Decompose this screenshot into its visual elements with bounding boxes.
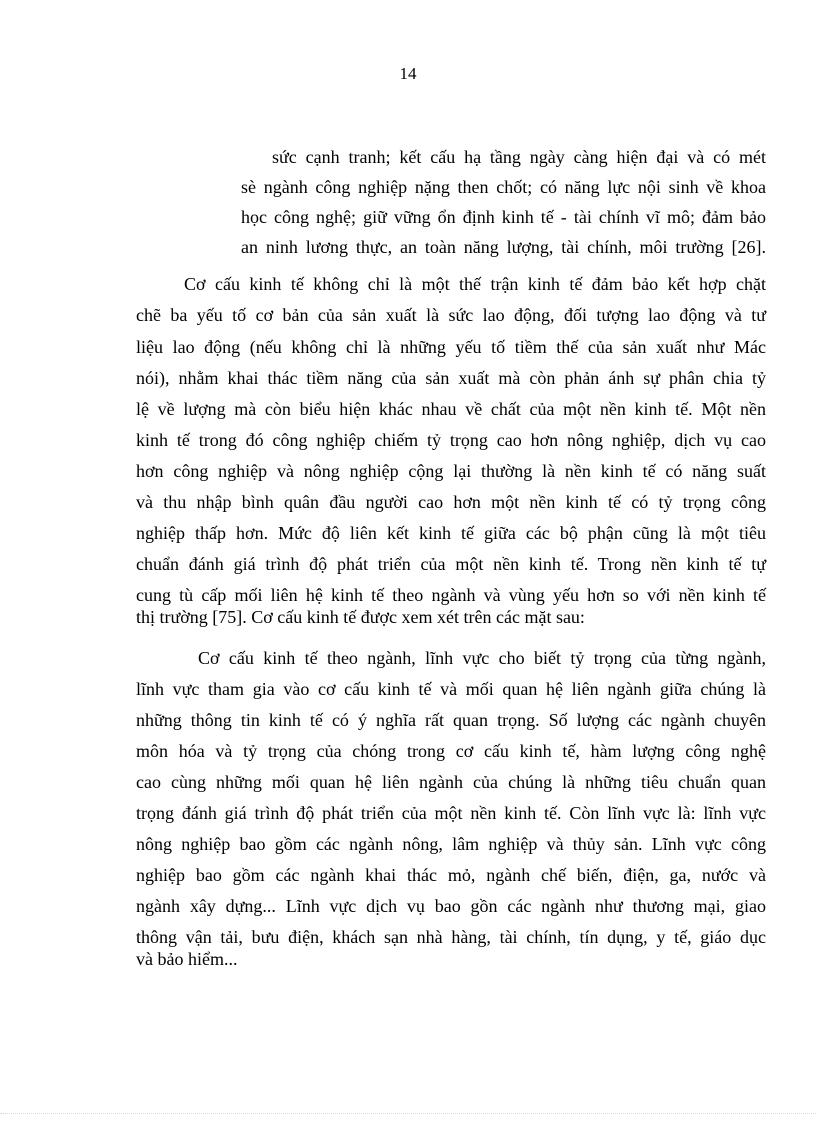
paragraph-line: và thu nhập bình quân đầu người cao hơn một nền kinh tế có tỷ trọng công <box>136 492 766 512</box>
paragraph-line: môn hóa và tỷ trọng của chóng trong cơ cấu kinh tế, hàm lượng công nghệ <box>136 741 766 761</box>
paragraph-line: và bảo hiểm... <box>136 949 238 969</box>
paragraph-line: nói), nhằm khai thác tiềm năng của sản xuất mà còn phản ánh sự phân chia tỷ <box>136 368 766 388</box>
paragraph-line: cao cùng những mối quan hệ liên ngành của chúng là những tiêu chuẩn quan <box>136 772 766 792</box>
quote-line: sức cạnh tranh; kết cấu hạ tầng ngày càng hiện đại và có mét <box>272 147 766 167</box>
paragraph-line: cung tù cấp mối liên hệ kinh tế theo ngành và vùng yếu hơn so với nền kinh tế <box>136 585 766 605</box>
paragraph-line: nghiệp thấp hơn. Mức độ liên kết kinh tế giữa các bộ phận cũng là một tiêu <box>136 523 766 543</box>
quote-line: an ninh lương thực, an toàn năng lượng, tài chính, môi trường [26]. <box>241 237 766 257</box>
paragraph-line: ngành xây dựng... Lĩnh vực dịch vụ bao gồn các ngành như thương mại, giao <box>136 896 766 916</box>
paragraph-line: thị trường [75]. Cơ cấu kinh tế được xem xét trên các mặt sau: <box>136 607 585 627</box>
paragraph-line: những thông tin kinh tế có ý nghĩa rất quan trọng. Số lượng các ngành chuyên <box>136 710 766 730</box>
page-number: 14 <box>399 64 417 83</box>
paragraph-line: nghiệp bao gồm các ngành khai thác mỏ, ngành chế biến, điện, ga, nước và <box>136 865 766 885</box>
paragraph-line: thông vận tải, bưu điện, khách sạn nhà hàng, tài chính, tín dụng, y tế, giáo dục <box>136 927 766 947</box>
paragraph-line: chẽ ba yếu tố cơ bản của sản xuất là sức lao động, đối tượng lao động và tư <box>136 305 766 325</box>
paragraph-line: trọng đánh giá trình độ phát triển của một nền kinh tế. Còn lĩnh vực là: lĩnh vực <box>136 803 766 823</box>
quote-line: học công nghệ; giữ vững ổn định kinh tế - tài chính vĩ mô; đảm bảo <box>241 207 766 227</box>
paragraph-line: Cơ cấu kinh tế không chỉ là một thế trận kinh tế đảm bảo kết hợp chặt <box>184 274 766 294</box>
paragraph-line: Cơ cấu kinh tế theo ngành, lĩnh vực cho biết tỷ trọng của từng ngành, <box>198 648 766 668</box>
paragraph-line: lệ về lượng mà còn biểu hiện khác nhau về chất của một nền kinh tế. Một nền <box>136 399 766 419</box>
paragraph-line: liệu lao động (nếu không chỉ là những yếu tố tiềm thế của sản xuất như Mác <box>136 337 766 357</box>
paragraph-line: nông nghiệp bao gồm các ngành nông, lâm nghiệp và thủy sản. Lĩnh vực công <box>136 834 766 854</box>
paragraph-line: chuẩn đánh giá trình độ phát triển của một nền kinh tế. Trong nền kinh tế tự <box>136 554 766 574</box>
paragraph-line: lĩnh vực tham gia vào cơ cấu kinh tế và mối quan hệ liên ngành giữa chúng là <box>136 679 766 699</box>
paragraph-line: kinh tế trong đó công nghiệp chiếm tỷ trọng cao hơn nông nghiệp, dịch vụ cao <box>136 430 766 450</box>
page-bottom-divider <box>0 1113 816 1114</box>
paragraph-line: hơn công nghiệp và nông nghiệp cộng lại thường là nền kinh tế có năng suất <box>136 461 766 481</box>
quote-line: sè ngành công nghiệp nặng then chốt; có năng lực nội sinh về khoa <box>241 177 766 197</box>
